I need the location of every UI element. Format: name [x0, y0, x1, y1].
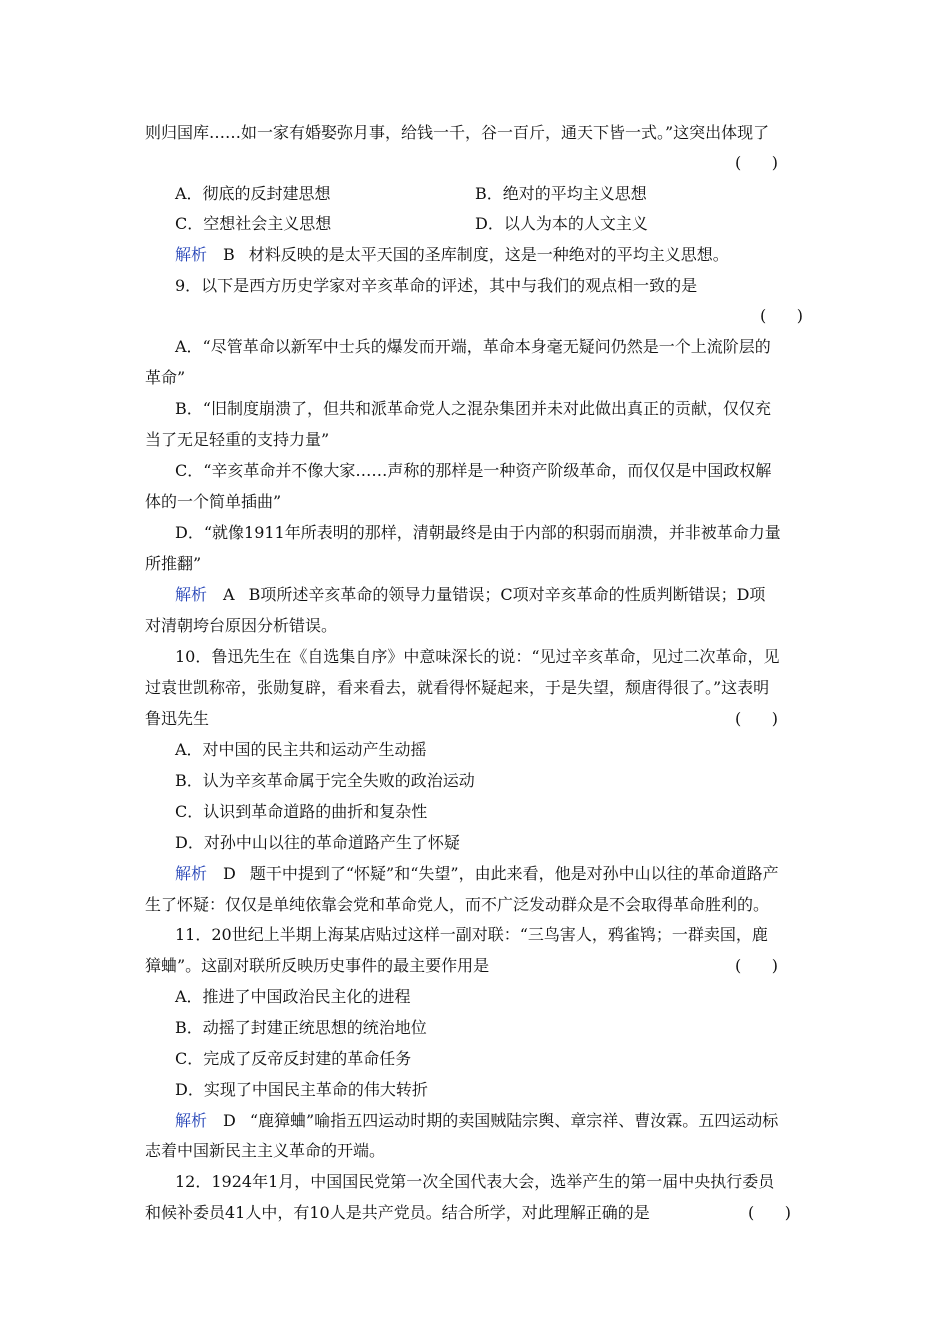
q10-stem-line-3: 鲁迅先生 — [145, 709, 210, 728]
q9-option-b-line-2: 当了无足轻重的支持力量” — [145, 430, 330, 449]
q11-option-d: D．实现了中国民主革命的伟大转折 — [175, 1080, 428, 1099]
q8-option-a: A．彻底的反封建思想 — [175, 184, 331, 203]
q9-option-d-line-1: D．“就像1911年所表明的那样，清朝最终是由于内部的积弱而崩溃，并非被革命力量 — [175, 523, 781, 542]
q9-analysis-line-1 — [175, 582, 840, 608]
q8-answer-letter: B — [223, 245, 235, 264]
q10-stem-line-2: 过袁世凯称帝，张勋复辟，看来看去，就看得怀疑起来，于是失望，颓唐得很了。”这表明 — [145, 678, 770, 697]
q11-answer-letter: D — [223, 1111, 236, 1130]
q11-analysis-line-1 — [175, 1108, 840, 1134]
q9-option-a-line-1: A．“尽管革命以新军中士兵的爆发而开端，革命本身毫无疑问仍然是一个上流阶层的 — [175, 337, 771, 356]
q10-option-b: B．认为辛亥革命属于完全失败的政治运动 — [175, 771, 475, 790]
q10-stem-line-1: 10．鲁迅先生在《自选集自序》中意味深长的说：“见过辛亥革命，见过二次革命，见 — [175, 647, 780, 666]
analysis-label: 解析 — [175, 585, 208, 604]
q9-answer-bracket: ( ) — [760, 306, 803, 325]
q10-analysis-text-1: 题干中提到了“怀疑”和“失望”，由此来看，他是对孙中山以往的革命道路产 — [249, 864, 779, 883]
q8-option-d: D．以人为本的人文主义 — [475, 214, 648, 233]
q10-option-a: A．对中国的民主共和运动产生动摇 — [175, 740, 427, 759]
q11-answer-bracket: ( ) — [735, 956, 778, 975]
q8-option-c: C．空想社会主义思想 — [175, 214, 332, 233]
q9-option-c-line-2: 体的一个简单插曲” — [145, 492, 282, 511]
analysis-label: 解析 — [175, 1111, 208, 1130]
q10-analysis-line-1 — [175, 861, 840, 887]
q11-option-c: C．完成了反帝反封建的革命任务 — [175, 1049, 412, 1068]
q10-option-d: D．对孙中山以往的革命道路产生了怀疑 — [175, 833, 460, 852]
q11-analysis-line-2: 志着中国新民主主义革命的开端。 — [145, 1141, 386, 1160]
q9-answer-letter: A — [223, 585, 235, 604]
q11-option-b: B．动摇了封建正统思想的统治地位 — [175, 1018, 427, 1037]
q10-answer-bracket: ( ) — [735, 709, 778, 728]
q8-options-row-1 — [175, 181, 840, 207]
q10-option-c: C．认识到革命道路的曲折和复杂性 — [175, 802, 428, 821]
q9-analysis-line-2: 对清朝垮台原因分析错误。 — [145, 616, 338, 635]
q9-option-c-line-1: C．“辛亥革命并不像大家……声称的那样是一种资产阶级革命，而仅仅是中国政权解 — [175, 461, 772, 480]
analysis-label: 解析 — [175, 864, 208, 883]
q9-analysis-text-1: B项所述辛亥革命的领导力量错误；C项对辛亥革命的性质判断错误；D项 — [248, 585, 766, 604]
analysis-label: 解析 — [175, 245, 208, 264]
q8-options-row-2 — [175, 211, 840, 237]
q12-answer-bracket: ( ) — [748, 1203, 791, 1222]
q9-option-d-line-2: 所推翻” — [145, 554, 202, 573]
q11-stem-line-2: 獐蛐”。这副对联所反映历史事件的最主要作用是 — [145, 956, 490, 975]
q11-option-a: A．推进了中国政治民主化的进程 — [175, 987, 411, 1006]
q12-stem-line-2: 和候补委员41人中，有10人是共产党员。结合所学，对此理解正确的是 — [145, 1203, 650, 1222]
q12-stem-line-1: 12．1924年1月，中国国民党第一次全国代表大会，选举产生的第一届中央执行委员 — [175, 1172, 775, 1191]
q8-analysis — [175, 242, 840, 268]
q8-option-b: B．绝对的平均主义思想 — [475, 184, 647, 203]
q11-analysis-text-1: “鹿獐蛐”喻指五四运动时期的卖国贼陆宗舆、章宗祥、曹汝霖。五四运动标 — [249, 1111, 779, 1130]
q10-answer-letter: D — [223, 864, 236, 883]
q9-option-b-line-1: B．“旧制度崩溃了，但共和派革命党人之混杂集团并未对此做出真正的贡献，仅仅充 — [175, 399, 771, 418]
q11-stem-line-1: 11．20世纪上半期上海某店贴过这样一副对联：“三鸟害人，鸦雀鸨；一群卖国，鹿 — [175, 925, 768, 944]
q9-stem: 9．以下是西方历史学家对辛亥革命的评述，其中与我们的观点相一致的是 — [175, 276, 698, 295]
q9-option-a-line-2: 革命” — [145, 368, 186, 387]
q8-answer-bracket: ( ) — [735, 153, 778, 172]
q8-stem-line: 则归国库……如一家有婚娶弥月事，给钱一千，谷一百斤，通天下皆一式。”这突出体现了 — [145, 123, 770, 142]
q8-analysis-text: 材料反映的是太平天国的圣库制度，这是一种绝对的平均主义思想。 — [248, 245, 729, 264]
q10-analysis-line-2: 生了怀疑：仅仅是单纯依靠会党和革命党人，而不广泛发动群众是不会取得革命胜利的。 — [145, 895, 770, 914]
